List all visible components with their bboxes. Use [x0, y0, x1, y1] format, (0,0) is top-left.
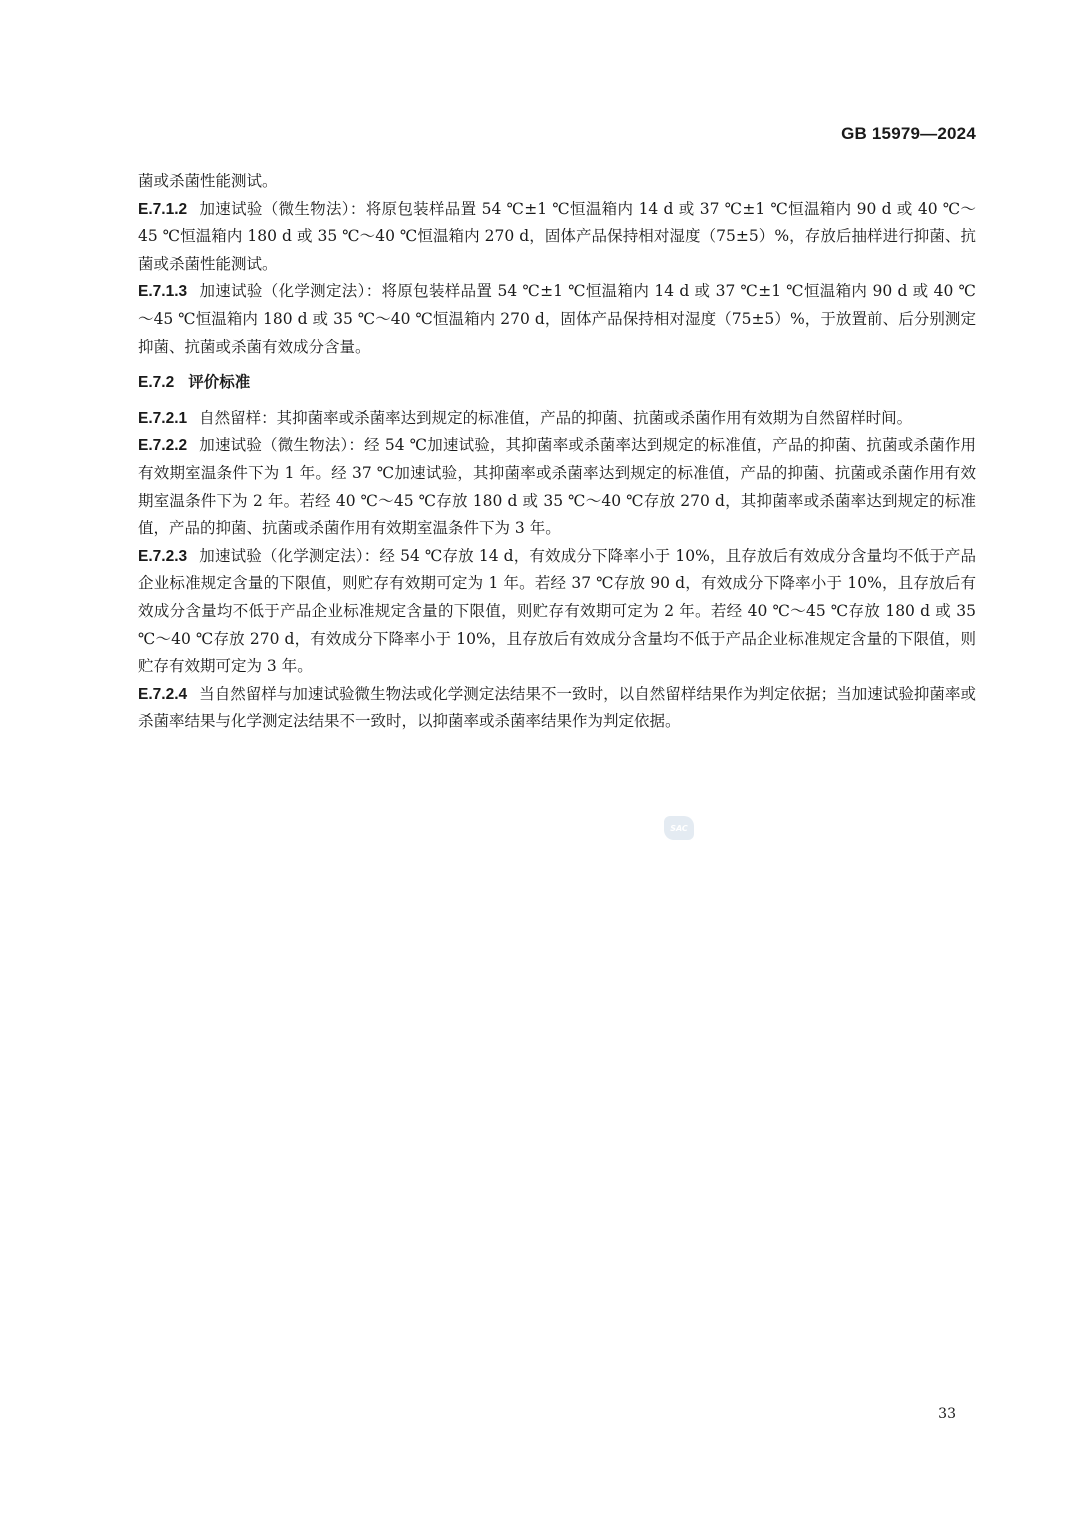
clause-number: E.7.2.2: [138, 437, 188, 455]
clause-text: 自然留样：其抑菌率或杀菌率达到规定的标准值，产品的抑菌、抗菌或杀菌作用有效期为自然留样时间。: [199, 408, 913, 427]
clause-number: E.7.2.4: [138, 685, 188, 703]
clause-E-7-2-4: [138, 681, 976, 736]
sac-watermark-logo: [664, 816, 694, 840]
clause-text: 加速试验（化学测定法）：经 54 ℃存放 14 d，有效成分下降率小于 10%，且存放后有效成分含量均不低于产品企业标准规定含量的下限值，则贮存有效期可定为 1 年。若经 37 ℃存放 90 d，有效成分下降率小于 10%，且存放后有效成分含量均不低于产品企业标准规定含量的下限值，则贮存有效期可定为 2 年。若经 40 ℃～45 ℃存放 180 d 或 35 ℃～40 ℃存放 270 d，有效成分下降率小于 10%，且存放后有效成分含量均不低于产品企业标准规定含量的下限值，则贮存有效期可定为 3 年。: [138, 546, 976, 676]
clause-E-7-1-2: [138, 196, 976, 279]
section-title: 评价标准: [188, 373, 251, 392]
clause-E-7-2-2: [138, 432, 976, 542]
paragraph-continuation: [138, 168, 976, 196]
clause-text: 加速试验（微生物法）：将原包装样品置 54 ℃±1 ℃恒温箱内 14 d 或 37 ℃±1 ℃恒温箱内 90 d 或 40 ℃～45 ℃恒温箱内 180 d 或 35 ℃～40 ℃恒温箱内 270 d，固体产品保持相对湿度（75±5）%，存放后抽样进行抑菌、抗菌或杀菌性能测试。: [138, 199, 976, 273]
clause-text: 当自然留样与加速试验微生物法或化学测定法结果不一致时，以自然留样结果作为判定依据；当加速试验抑菌率或杀菌率结果与化学测定法结果不一致时，以抑菌率或杀菌率结果作为判定依据。: [138, 684, 976, 731]
clause-E-7-2-1: [138, 405, 976, 433]
section-heading-E-7-2: [138, 369, 976, 397]
clause-number: E.7.1.2: [138, 200, 188, 218]
document-number: GB 15979—2024: [841, 124, 976, 143]
page-number: 33: [938, 1406, 956, 1422]
clause-number: E.7.2.3: [138, 547, 188, 565]
paragraph-text: 菌或杀菌性能测试。: [138, 172, 278, 190]
clause-number: E.7.1.3: [138, 283, 188, 301]
clause-text: 加速试验（化学测定法）：将原包装样品置 54 ℃±1 ℃恒温箱内 14 d 或 37 ℃±1 ℃恒温箱内 90 d 或 40 ℃～45 ℃恒温箱内 180 d 或 35 ℃～40 ℃恒温箱内 270 d，固体产品保持相对湿度（75±5）%，于放置前、后分别测定抑菌、抗菌或杀菌有效成分含量。: [138, 282, 976, 356]
document-body: [138, 168, 976, 736]
clause-number: E.7.2.1: [138, 409, 188, 427]
clause-E-7-2-3: [138, 543, 976, 681]
clause-E-7-1-3: [138, 278, 976, 361]
clause-text: 加速试验（微生物法）：经 54 ℃加速试验，其抑菌率或杀菌率达到规定的标准值，产品的抑菌、抗菌或杀菌作用有效期室温条件下为 1 年。经 37 ℃加速试验，其抑菌率或杀菌率达到规定的标准值，产品的抑菌、抗菌或杀菌作用有效期室温条件下为 2 年。若经 40 ℃～45 ℃存放 180 d 或 35 ℃～40 ℃存放 270 d，其抑菌率或杀菌率达到规定的标准值，产品的抑菌、抗菌或杀菌作用有效期室温条件下为 3 年。: [138, 436, 976, 538]
watermark-text: SAC: [670, 823, 688, 833]
section-number: E.7.2: [138, 374, 175, 392]
